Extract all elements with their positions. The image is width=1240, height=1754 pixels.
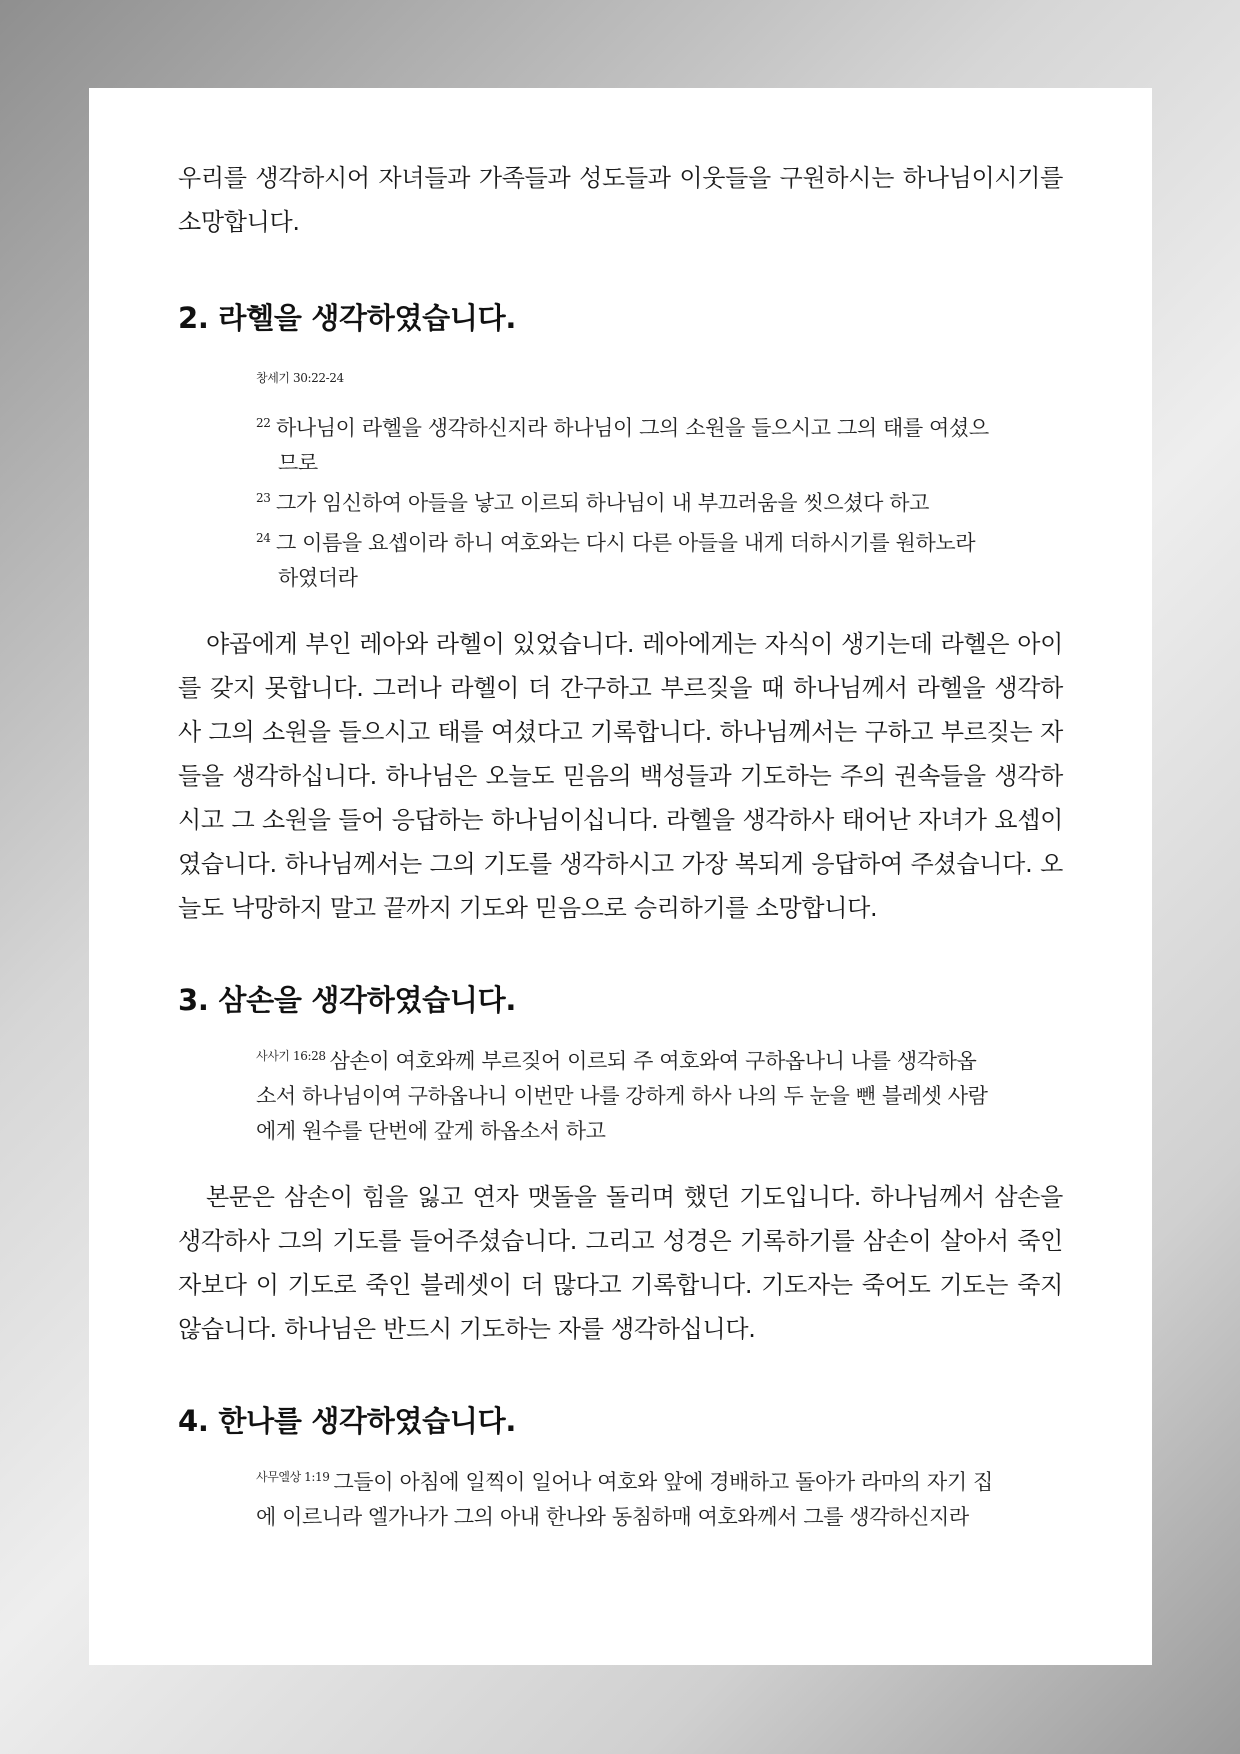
verse-text: 하나님이 라헬을 생각하신지라 하나님이 그의 소원을 들으시고 그의 태를 여셨으므로	[276, 416, 989, 475]
verse-text: 삼손이 여호와께 부르짖어 이르되 주 여호와여 구하옵나니 나를 생각하옵소서 하나님이여 구하옵나니 이번만 나를 강하게 하사 나의 두 눈을 뺀 블레셋 사람에게 원수를 단번에 갚게 하옵소서 하고	[256, 1049, 988, 1143]
scripture-reference: 사무엘상 1:19	[256, 1470, 330, 1484]
scripture-reference: 사사기 16:28	[256, 1049, 326, 1063]
verse-number: 23	[256, 491, 271, 505]
section-4-scripture	[256, 1460, 996, 1535]
section-2-scripture	[256, 361, 996, 596]
verse-text: 그 이름을 요셉이라 하니 여호와는 다시 다른 아들을 내게 더하시기를 원하노라 하였더라	[276, 531, 976, 590]
verse-22	[256, 406, 996, 481]
verse-number: 24	[256, 531, 271, 545]
section-3-scripture	[256, 1039, 996, 1149]
section-3-body: 본문은 삼손이 힘을 잃고 연자 맷돌을 돌리며 했던 기도입니다. 하나님께서 삼손을 생각하사 그의 기도를 들어주셨습니다. 그리고 성경은 기록하기를 삼손이 살아서 죽인 자보다 이 기도로 죽인 블레셋이 더 많다고 기록합니다. 기도자는 죽어도 기도는 죽지 않습니다. 하나님은 반드시 기도하는 자를 생각하십니다.	[178, 1183, 1063, 1343]
verse-23	[256, 481, 996, 521]
section-3-heading: 3. 삼손을 생각하였습니다.	[178, 983, 517, 1017]
verse-text: 그들이 아침에 일찍이 일어나 여호와 앞에 경배하고 돌아가 라마의 자기 집에 이르니라 엘가나가 그의 아내 한나와 동침하매 여호와께서 그를 생각하신지라	[256, 1470, 993, 1529]
intro-paragraph: 우리를 생각하시어 자녀들과 가족들과 성도들과 이웃들을 구원하시는 하나님이시기를 소망합니다.	[178, 164, 1063, 236]
verse-24	[256, 521, 996, 596]
verse-number: 22	[256, 416, 271, 430]
verse-text: 그가 임신하여 아들을 낳고 이르되 하나님이 내 부끄러움을 씻으셨다 하고	[276, 491, 930, 515]
document-page	[89, 88, 1152, 1665]
section-2-body: 야곱에게 부인 레아와 라헬이 있었습니다. 레아에게는 자식이 생기는데 라헬은 아이를 갖지 못합니다. 그러나 라헬이 더 간구하고 부르짖을 때 하나님께서 라헬을 생각하사 그의 소원을 들으시고 태를 여셨다고 기록합니다. 하나님께서는 구하고 부르짖는 자들을 생각하십니다. 하나님은 오늘도 믿음의 백성들과 기도하는 주의 권속들을 생각하시고 그 소원을 들어 응답하는 하나님이십니다. 라헬을 생각하사 태어난 자녀가 요셉이였습니다. 하나님께서는 그의 기도를 생각하시고 가장 복되게 응답하여 주셨습니다. 오늘도 낙망하지 말고 끝까지 기도와 믿음으로 승리하기를 소망합니다.	[178, 630, 1063, 922]
scripture-reference: 창세기 30:22-24	[256, 371, 344, 385]
section-2-heading: 2. 라헬을 생각하였습니다.	[178, 301, 517, 335]
section-4-heading: 4. 한나를 생각하였습니다.	[178, 1404, 517, 1438]
